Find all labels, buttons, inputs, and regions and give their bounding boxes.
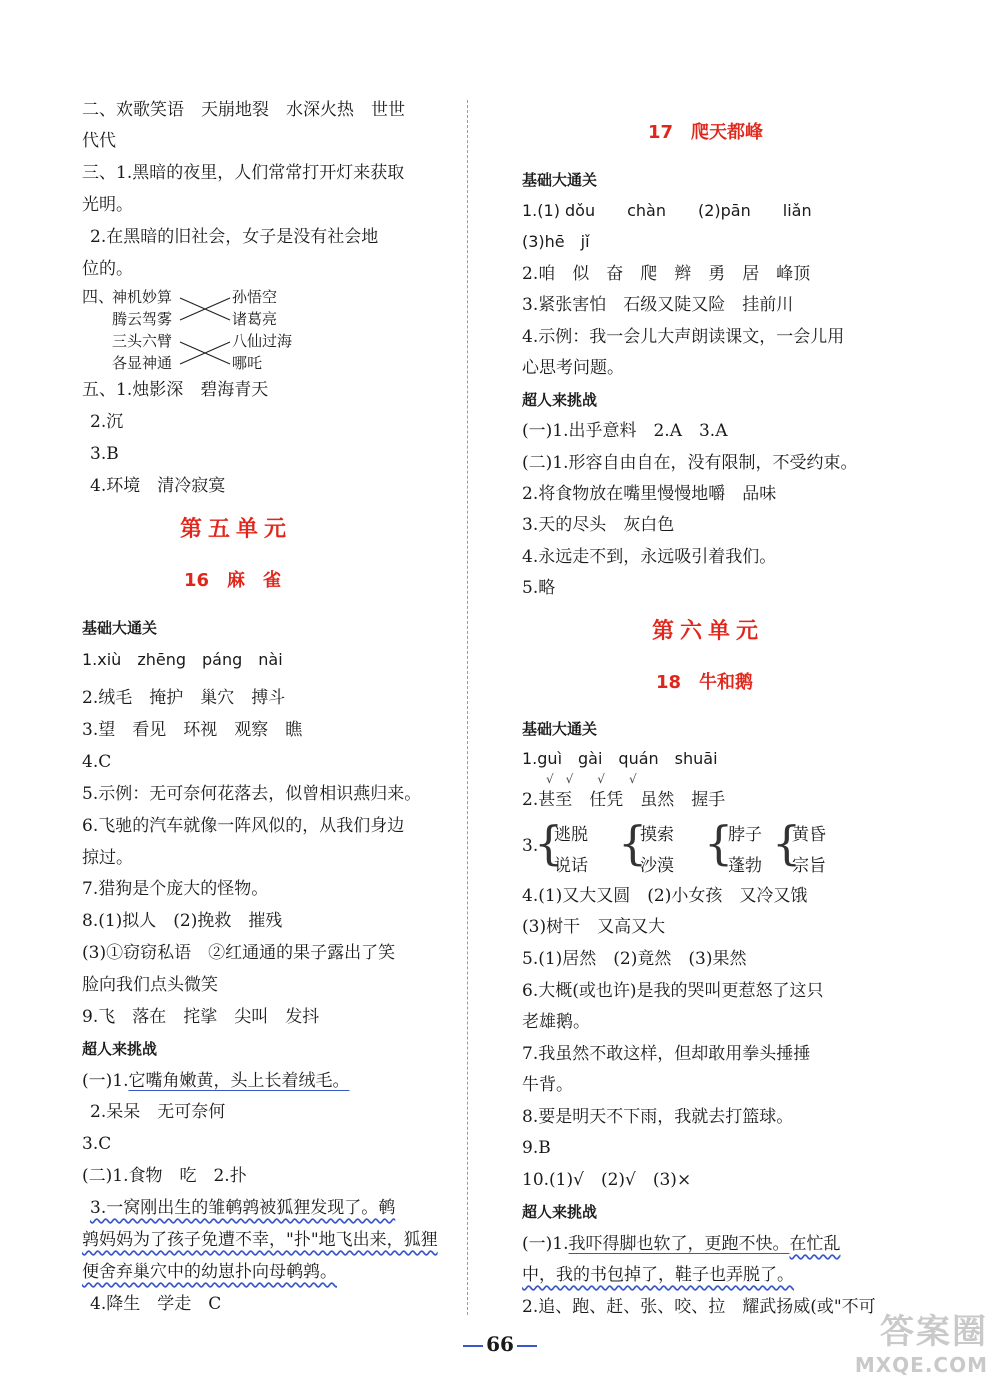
- underlined-answer: 我吓得脚也软了，更跑不快。: [568, 1234, 790, 1254]
- section-heading: 超人来挑战: [522, 1203, 598, 1221]
- match-lines: [82, 286, 322, 376]
- answer-line: (二)1.食物 吃 2.扑: [82, 1166, 247, 1186]
- wavy-underlined-answer: 在忙乱: [789, 1234, 841, 1254]
- answer-line: 7.我虽然不敢这样，但却敢用拳头捶捶: [522, 1044, 811, 1064]
- section-heading: 基础大通关: [82, 619, 158, 637]
- brace-icon: {: [772, 816, 802, 870]
- page-number-text: 66: [486, 1332, 514, 1356]
- wavy-underlined-answer: 便舍弃巢穴中的幼崽扑向母鹌鹑。: [82, 1262, 337, 1282]
- brace-icon: {: [704, 816, 734, 870]
- match-section-label: 四、: [82, 287, 115, 306]
- answer-line: (二)1.形容自由自在，没有限制，不受约束。: [522, 453, 858, 473]
- answer-line: 3.望 看见 环视 观察 瞧: [82, 720, 303, 740]
- answer-line: 牛背。: [522, 1075, 573, 1095]
- answer-line: 6.飞驰的汽车就像一阵风似的，从我们身边: [82, 816, 405, 836]
- match-right-item: 八仙过海: [232, 332, 293, 350]
- answer-line: 光明。: [82, 195, 133, 215]
- answer-line: 7.猎狗是个庞大的怪物。: [82, 879, 269, 899]
- answer-line: 2.追、跑、赶、张、咬、拉 耀武扬威(或"不可: [522, 1297, 876, 1317]
- word: 逃脱: [554, 825, 588, 845]
- page-number-rule: [463, 1345, 483, 1347]
- answer-line: 二、欢歌笑语 天崩地裂 水深火热 世世: [82, 100, 405, 120]
- match-left-item: 三头六臂: [112, 332, 173, 350]
- word: 说话: [554, 856, 588, 876]
- answer-line: 1.(1) dǒu chàn (2)pān liǎn: [522, 201, 812, 220]
- page-number: [0, 1332, 1000, 1356]
- section-heading: 基础大通关: [522, 171, 598, 189]
- match-right-item: 哪吒: [232, 354, 263, 372]
- answer-line: 2.在黑暗的旧社会，女子是没有社会地: [90, 227, 379, 247]
- match-left-item: 神机妙算: [112, 288, 173, 306]
- word: 宗旨: [792, 856, 826, 876]
- answer-line: 代代: [82, 131, 116, 151]
- word: 摸索: [640, 825, 674, 845]
- answer-line: (3)hē jǐ: [522, 232, 590, 251]
- watermark-logo-text: 答案圈: [880, 1312, 988, 1352]
- answer-line: 3.紧张害怕 石级又陡又险 挂前川: [522, 295, 794, 315]
- answer-line: 老雄鹅。: [522, 1012, 590, 1032]
- answer-line: 5.(1)居然 (2)竟然 (3)果然: [522, 949, 747, 969]
- matching-exercise: [82, 286, 322, 372]
- wavy-underlined-answer: 中，我的书包掉了，鞋子也弄脱了。: [522, 1265, 794, 1285]
- answer-line: 4.C: [82, 752, 112, 772]
- answer-line: 三、1.黑暗的夜里，人们常常打开灯来获取: [82, 163, 405, 183]
- match-left-item: 腾云驾雾: [112, 310, 173, 328]
- answer-line: 3.C: [82, 1134, 112, 1154]
- answer-line: 4.降生 学走 C: [90, 1294, 222, 1314]
- word-groups: [522, 818, 902, 878]
- wavy-underlined-answer: 3.一窝刚出生的雏鹌鹑被狐狸发现了。鹌: [90, 1198, 396, 1218]
- answer-prefix: (一)1.: [522, 1234, 569, 1254]
- answer-line: 4.示例：我一会儿大声朗读课文，一会儿用: [522, 327, 845, 347]
- answer-line: 4.环境 清冷寂寞: [90, 476, 226, 496]
- answer-line: 5.略: [522, 578, 556, 598]
- section-heading: 超人来挑战: [522, 391, 598, 409]
- match-right-item: 诸葛亮: [232, 310, 278, 328]
- word: 脖子: [728, 825, 762, 845]
- answer-line: 2.绒毛 掩护 巢穴 搏斗: [82, 688, 286, 708]
- answer-line: 位的。: [82, 259, 133, 279]
- answer-line: 2.将食物放在嘴里慢慢地嚼 品味: [522, 484, 777, 504]
- answer-line: 10.(1)√ (2)√ (3)×: [522, 1170, 692, 1190]
- word-groups-label: 3.: [522, 836, 539, 856]
- watermark: [855, 1304, 988, 1377]
- answer-line: (3)①窃窃私语 ②红通通的果子露出了笑: [82, 943, 396, 963]
- section-heading: 基础大通关: [522, 720, 598, 738]
- answer-line: 2.甚至 任凭 虽然 握手: [522, 790, 726, 810]
- answer-line: 2.咱 似 奋 爬 辫 勇 居 峰顶: [522, 264, 811, 284]
- tone-mark-check: √ √ √ √: [546, 772, 637, 786]
- answer-line: 3.天的尽头 灰白色: [522, 515, 675, 535]
- answer-line: (一)1.出乎意料 2.A 3.A: [522, 421, 728, 441]
- match-right-item: 孙悟空: [232, 288, 278, 306]
- answer-line: 3.B: [90, 444, 119, 464]
- answer-line: 8.要是明天不下雨，我就去打篮球。: [522, 1107, 794, 1127]
- word: 蓬勃: [728, 856, 762, 876]
- brace-icon: {: [618, 816, 648, 870]
- brace-icon: {: [534, 816, 564, 870]
- answer-prefix: (一)1.: [82, 1071, 129, 1091]
- lesson-heading: 16 麻 雀: [184, 570, 282, 591]
- column-divider: [467, 100, 468, 1315]
- answer-line: 6.大概(或也许)是我的哭叫更惹怒了这只: [522, 981, 824, 1001]
- answer-line: 5.示例：无可奈何花落去，似曾相识燕归来。: [82, 784, 422, 804]
- answer-line: 2.沉: [90, 412, 124, 432]
- answer-line: [522, 1233, 840, 1255]
- underlined-answer: 它嘴角嫩黄，头上长着绒毛。: [128, 1071, 350, 1091]
- answer-line: 4.(1)又大又圆 (2)小女孩 又冷又饿: [522, 886, 808, 906]
- watermark-url: MXQE.COM: [854, 1353, 988, 1377]
- answer-line: 心思考问题。: [522, 358, 624, 378]
- answer-line: [82, 1070, 349, 1092]
- unit-heading: 第五单元: [180, 517, 293, 542]
- answer-line: 五、1.烛影深 碧海青天: [82, 380, 269, 400]
- unit-heading: 第六单元: [652, 619, 765, 644]
- answer-line: 9.B: [522, 1138, 551, 1158]
- answer-line: 4.永远走不到，永远吸引着我们。: [522, 547, 777, 567]
- lesson-heading: 17 爬天都峰: [648, 122, 764, 143]
- section-heading: 超人来挑战: [82, 1040, 158, 1058]
- page-number-rule: [517, 1345, 537, 1347]
- match-left-item: 各显神通: [112, 354, 173, 372]
- word: 黄昏: [792, 825, 826, 845]
- lesson-heading: 18 牛和鹅: [656, 672, 754, 693]
- answer-line: 掠过。: [82, 848, 133, 868]
- answer-line: (3)树干 又高又大: [522, 917, 666, 937]
- answer-line: 1.guì gài quán shuāi: [522, 749, 718, 768]
- answer-line: 1.xiù zhēng páng nài: [82, 650, 283, 669]
- answer-line: 脸向我们点头微笑: [82, 975, 218, 995]
- wavy-underlined-answer: 鹑妈妈为了孩子免遭不幸，"扑"地飞出来，狐狸: [82, 1230, 438, 1250]
- answer-line: 9.飞 落在 挓挲 尖叫 发抖: [82, 1007, 320, 1027]
- answer-line: 2.呆呆 无可奈何: [90, 1102, 226, 1122]
- word: 沙漠: [640, 856, 674, 876]
- answer-line: 8.(1)拟人 (2)挽救 摧残: [82, 911, 283, 931]
